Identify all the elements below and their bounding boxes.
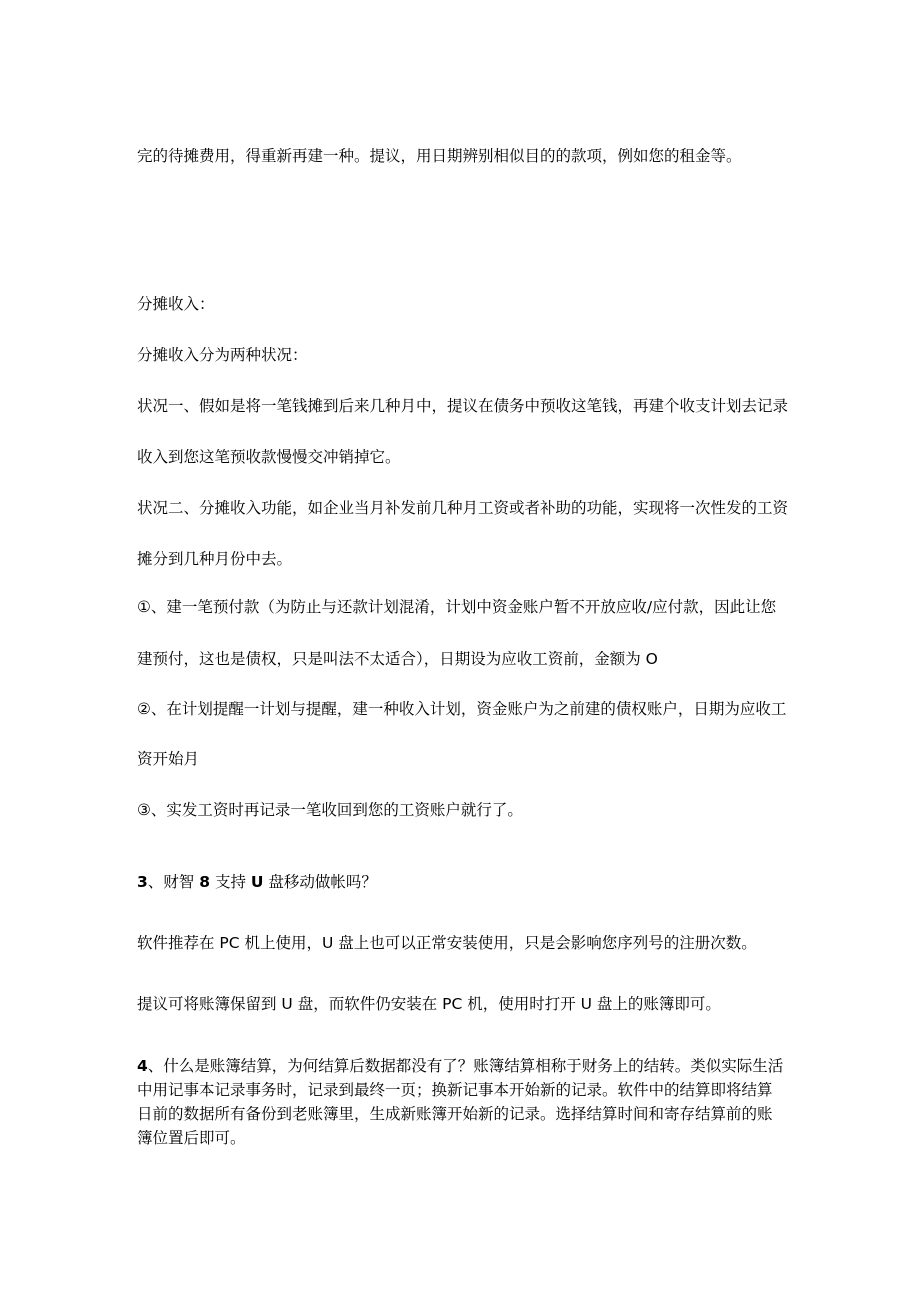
question-text: 支持 xyxy=(210,873,251,891)
question-4-line: 簿位置后即可。 xyxy=(137,1129,246,1147)
paragraph-line: 建预付，这也是债权，只是叫法不太适合），日期设为应收工资前，金额为 O xyxy=(137,650,658,668)
question-text: 、财智 xyxy=(147,873,200,891)
paragraph-line: 分摊收入分为两种状况： xyxy=(137,346,308,364)
question-4-line xyxy=(137,1053,783,1079)
question-3-heading xyxy=(137,871,377,893)
paragraph-line: 资开始月 xyxy=(137,750,200,768)
question-number: 4 xyxy=(137,1057,148,1075)
question-text-bold: U xyxy=(250,873,264,891)
paragraph-line: 状况二、分摊收入功能，如企业当月补发前几种月工资或者补助的功能，实现将一次性发的工资 xyxy=(137,499,789,517)
paragraph-line: ①、建一笔预付款（为防止与还款计划混淆，计划中资金账户暂不开放应收/应付款，因此让您 xyxy=(137,598,777,616)
question-4-line: 日前的数据所有备份到老账簿里，生成新账簿开始新的记录。选择结算时间和寄存结算前的账 xyxy=(137,1105,773,1123)
paragraph-line: 分摊收入： xyxy=(137,295,215,313)
paragraph-line: 软件推荐在 PC 机上使用，U 盘上也可以正常安装使用，只是会影响您序列号的注册次数。 xyxy=(137,934,757,952)
question-text: 、什么是账簿结算，为何结算后数据都没有了？账簿结算相称于财务上的结转。类似实际生活 xyxy=(147,1057,784,1075)
paragraph-line: ③、实发工资时再记录一笔收回到您的工资账户就行了。 xyxy=(137,801,523,819)
paragraph-line: 状况一、假如是将一笔钱摊到后来几种月中，提议在债务中预收这笔钱，再建个收支计划去记录 xyxy=(137,397,789,415)
paragraph-line: 收入到您这笔预收款慢慢交冲销掉它。 xyxy=(137,448,401,466)
question-number: 3 xyxy=(137,873,148,891)
question-text: 盘移动做帐吗？ xyxy=(263,873,377,891)
paragraph-line: 提议可将账簿保留到 U 盘，而软件仍安装在 PC 机，使用时打开 U 盘上的账簿即可。 xyxy=(137,995,721,1013)
question-4-line: 中用记事本记录事务时，记录到最终一页；换新记事本开始新的记录。软件中的结算即将结算 xyxy=(137,1081,773,1099)
paragraph-line: 完的待摊费用，得重新再建一种。提议，用日期辨别相似目的的款项，例如您的租金等。 xyxy=(137,147,742,165)
paragraph-line: 摊分到几种月份中去。 xyxy=(137,550,293,568)
paragraph-line: ②、在计划提醒一计划与提醒，建一种收入计划，资金账户为之前建的债权账户，日期为应收工 xyxy=(137,700,787,718)
question-text-bold: 8 xyxy=(199,873,211,891)
